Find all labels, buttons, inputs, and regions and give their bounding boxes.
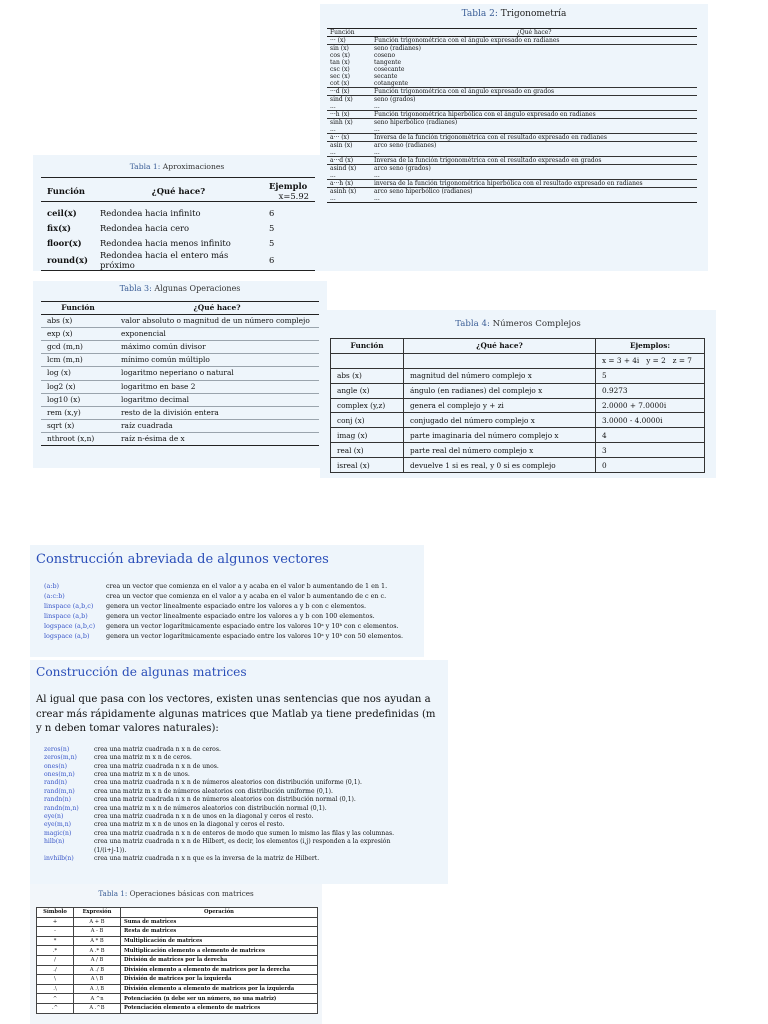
trig-row <box>327 80 697 88</box>
comp-row-function: abs (x) <box>331 368 404 383</box>
ops-row <box>41 367 319 380</box>
trig-row-function: a···d (x) <box>327 157 371 165</box>
comp-row <box>331 458 705 473</box>
matops-row-symbol: ./ <box>37 965 74 975</box>
trig-caption <box>320 9 708 19</box>
ops-row-function: gcd (m,n) <box>41 341 115 354</box>
trig-row-description: Función trigonométrica con el ángulo expresado en grados <box>371 88 697 96</box>
matops-head-expression: Expresión <box>74 908 121 918</box>
trig-caption-label: Tabla 2: <box>461 9 498 19</box>
vector-item <box>44 591 424 601</box>
aprox-head-example-sub: x=5.92 <box>278 191 309 201</box>
trig-row-description: ... <box>374 172 380 179</box>
matops-row-operation: Potenciación (n debe ser un número, no una matriz) <box>121 994 318 1004</box>
trig-table <box>327 28 697 203</box>
comp-table <box>330 338 705 473</box>
ops-row <box>41 432 319 445</box>
comp-row-example: 0.9273 <box>596 383 705 398</box>
comp-caption-title: Números Complejos <box>492 319 581 329</box>
matops-row-operation: Suma de matrices <box>121 917 318 927</box>
trig-row-description: cosecante <box>374 66 405 73</box>
trig-row <box>327 52 697 59</box>
matops-row-symbol: \ <box>37 975 74 985</box>
comp-row <box>331 383 705 398</box>
comp-head-examples: Ejemplos: <box>596 339 705 354</box>
matrix-item <box>44 763 448 771</box>
ops-caption-label: Tabla 3: <box>119 284 152 293</box>
aprox-row-function: fix(x) <box>47 222 72 233</box>
aprox-row-example: 6 <box>263 250 315 271</box>
trig-row <box>327 59 697 66</box>
trig-row-function: sind (x) <box>327 96 371 104</box>
trig-row <box>327 165 697 173</box>
aprox-row <box>41 235 315 250</box>
vector-item-description: crea un vector que comienza en el valor a y acaba en el valor b aumentando de 1 en 1. <box>106 582 388 590</box>
matops-row-operation: División elemento a elemento de matrices por la izquierda <box>121 984 318 994</box>
aprox-panel <box>33 155 321 271</box>
trig-row-description: seno (grados) <box>371 96 697 104</box>
matrix-item-command: ones(n) <box>44 762 68 770</box>
vector-item <box>44 611 424 621</box>
matops-row <box>37 955 318 965</box>
trig-row-function: a··· (x) <box>327 134 371 142</box>
aprox-caption-label: Tabla 1: <box>129 162 161 171</box>
matrix-item <box>44 746 448 754</box>
matrices-panel <box>30 660 448 884</box>
vectors-panel <box>30 545 424 657</box>
vector-item-command: logspace (a,b) <box>44 632 90 641</box>
comp-row-function: conj (x) <box>331 413 404 428</box>
trig-row-description: Inversa de la función trigonométrica con el resultado expresado en radianes <box>371 134 697 142</box>
matops-row-symbol: .\ <box>37 984 74 994</box>
comp-row-example: 2.0000 + 7.0000i <box>596 398 705 413</box>
aprox-row-description: Redondea hacia cero <box>99 222 190 233</box>
comp-row-example: 3 <box>596 443 705 458</box>
aprox-head-function: Función <box>41 178 94 202</box>
vector-item-description: genera un vector linealmente espaciado entre los valores a y b con 100 elementos. <box>106 612 375 621</box>
ops-row <box>41 419 319 432</box>
comp-head-example-sub: x = 3 + 4i y = 2 z = 7 <box>596 353 705 368</box>
trig-row-description: seno (radianes) <box>371 45 697 53</box>
trig-row-function: ··· (x) <box>327 37 371 45</box>
trig-row <box>327 126 697 134</box>
matops-row-operation: Resta de matrices <box>121 927 318 937</box>
aprox-head-example-label: Ejemplo <box>269 181 308 191</box>
matrix-item-command: rand(n) <box>44 779 68 787</box>
matrices-intro: Al igual que pasa con los vectores, existen unas sentencias que nos ayudan a crear más rápidamente algunas matrices que Matlab ya tiene predefinidas (m y n deben tomar valores naturales): <box>36 694 436 735</box>
trig-row-description: Inversa de la función trigonométrica con el resultado expresado en grados <box>371 157 697 165</box>
ops-row-description: máximo común divisor <box>115 341 319 354</box>
matrix-item-command: randn(n) <box>44 796 71 804</box>
matops-row <box>37 975 318 985</box>
matops-head-symbol: Símbolo <box>37 908 74 918</box>
ops-row-description: raíz cuadrada <box>115 419 319 432</box>
matrix-item-command: zeros(m,n) <box>44 754 77 762</box>
comp-row-description: conjugado del número complejo x <box>404 413 596 428</box>
matrix-item-description: crea una matriz m x n de unos. <box>94 771 190 778</box>
comp-head-what: ¿Qué hace? <box>404 339 596 354</box>
matrix-item <box>44 771 448 779</box>
vector-item-command: logspace (a,b,c) <box>44 622 96 631</box>
aprox-row-example: 5 <box>269 222 275 233</box>
vector-item-command: linspace (a,b) <box>44 612 88 621</box>
trig-row-function: ... <box>330 103 336 110</box>
trig-row-function: ... <box>330 172 336 179</box>
comp-row <box>331 413 705 428</box>
trig-row-function: asin (x) <box>327 142 371 150</box>
trig-row <box>327 88 697 96</box>
matops-row-expression: A + B <box>74 917 121 927</box>
vectors-list <box>44 581 424 642</box>
matrix-item-description: crea una matriz cuadrada n x n de unos en la diagonal y ceros el resto. <box>94 813 314 821</box>
trig-row-function: sec (x) <box>330 73 350 80</box>
trig-row-function: ... <box>330 149 336 156</box>
matops-panel <box>30 884 322 1024</box>
comp-row-function: imag (x) <box>331 428 404 443</box>
trig-row <box>327 195 697 203</box>
matrix-item <box>44 838 448 846</box>
matops-row-operation: Potenciación elemento a elemento de matrices <box>121 1003 318 1013</box>
matops-caption-title: Operaciones básicas con matrices <box>129 889 254 898</box>
matrix-item <box>44 847 448 855</box>
trig-row <box>327 66 697 73</box>
ops-head-what: ¿Qué hace? <box>115 302 319 315</box>
matops-row-operation: Multiplicación de matrices <box>121 936 318 946</box>
vector-item-description: crea un vector que comienza en el valor a y acaba en el valor b aumentando de c en c. <box>106 592 387 601</box>
matops-row-operation: Multiplicación elemento a elemento de matrices <box>121 946 318 956</box>
matops-row-operation: División de matrices por la derecha <box>121 955 318 965</box>
matops-row-symbol: .* <box>37 946 74 956</box>
matrix-item-command: eye(m,n) <box>44 821 72 829</box>
matrix-item-command: zeros(n) <box>44 745 70 753</box>
comp-row <box>331 398 705 413</box>
trig-row-description: secante <box>374 73 398 80</box>
trig-row-function: ···d (x) <box>327 88 371 96</box>
vector-item-description: genera un vector logarítmicamente espaciado entre los valores 10ᵃ y 10ᵇ con 50 elementos. <box>106 632 404 641</box>
matrix-item-command: randn(m,n) <box>44 804 79 812</box>
trig-row-description: ... <box>374 103 380 110</box>
trig-row-description: ... <box>374 149 380 156</box>
trig-row-description: arco seno hiperbólico (radianes) <box>371 188 697 196</box>
matrix-item-description: crea una matriz cuadrada n x n de ceros. <box>94 745 221 753</box>
matops-row <box>37 946 318 956</box>
trig-row-description: Función trigonométrica hiperbólica con el ángulo expresado en radianes <box>371 111 697 119</box>
matops-row-expression: A .^B <box>74 1003 121 1013</box>
matrix-item <box>44 754 448 762</box>
ops-row-function: sqrt (x) <box>41 419 115 432</box>
vector-item-command: (a:c:b) <box>44 592 65 601</box>
matops-row-expression: A ^n <box>74 994 121 1004</box>
aprox-row-description: Redondea hacia menos infinito <box>99 237 231 248</box>
vector-item-description: genera un vector logarítmicamente espaciado entre los valores 10ᵃ y 10ᵇ con c elementos. <box>106 622 399 631</box>
trig-row-description: ... <box>371 195 697 203</box>
ops-row-function: log2 (x) <box>41 380 115 393</box>
ops-row-description: logaritmo en base 2 <box>115 380 319 393</box>
comp-row-description: parte imaginaria del número complejo x <box>404 428 596 443</box>
matrices-title: Construcción de algunas matrices <box>36 665 247 679</box>
vector-item <box>44 581 424 591</box>
trig-row-description: ... <box>374 126 380 133</box>
ops-row-function: abs (x) <box>41 315 115 328</box>
vector-item-command: (a:b) <box>44 582 60 590</box>
comp-row-function: complex (y,z) <box>331 398 404 413</box>
ops-row <box>41 380 319 393</box>
aprox-row <box>41 220 315 235</box>
comp-row <box>331 368 705 383</box>
trig-caption-title: Trigonometría <box>500 9 567 19</box>
vector-item <box>44 621 424 631</box>
trig-row-description: seno hiperbólico (radianes) <box>371 119 697 127</box>
matops-row <box>37 927 318 937</box>
trig-row-description: inversa de la función trigonométrica hiperbólica con el resultado expresado en radianes <box>371 180 697 188</box>
trig-row-function: cos (x) <box>330 52 351 59</box>
trig-row <box>327 180 697 188</box>
vector-item <box>44 631 424 641</box>
matrix-item-description: crea una matriz cuadrada n x n que es la inversa de la matriz de Hilbert. <box>94 855 320 863</box>
matops-row <box>37 994 318 1004</box>
ops-row <box>41 354 319 367</box>
comp-caption-label: Tabla 4: <box>455 319 490 329</box>
comp-row-function: isreal (x) <box>331 458 404 473</box>
comp-head-function: Función <box>331 339 404 354</box>
trig-row <box>327 172 697 180</box>
matops-head-operation: Operación <box>121 908 318 918</box>
matops-row-expression: A .\ B <box>74 984 121 994</box>
matops-row-expression: A * B <box>74 936 121 946</box>
comp-row-description: ángulo (en radianes) del complejo x <box>404 383 596 398</box>
comp-row-description: genera el complejo y + zi <box>404 398 596 413</box>
trig-head-function: Función <box>327 29 371 37</box>
trig-row <box>327 188 697 196</box>
matrix-item <box>44 813 448 821</box>
comp-row-example: 5 <box>596 368 705 383</box>
trig-panel <box>320 4 708 271</box>
matrix-item <box>44 830 448 838</box>
trig-row <box>327 111 697 119</box>
aprox-caption <box>33 162 321 171</box>
trig-row <box>327 45 697 53</box>
trig-row-description: Función trigonométrica con el ángulo expresado en radianes <box>371 37 697 45</box>
ops-row-function: rem (x,y) <box>41 406 115 419</box>
trig-row-function: ···h (x) <box>327 111 371 119</box>
ops-row-description: mínimo común múltiplo <box>115 354 319 367</box>
trig-head-what: ¿Qué hace? <box>371 29 697 37</box>
comp-row-example: 3.0000 - 4.0000i <box>596 413 705 428</box>
matops-row-symbol: - <box>37 927 74 937</box>
ops-row <box>41 315 319 328</box>
matrix-item-description: crea una matriz cuadrada n x n de Hilbert, es decir, los elementos (i,j) responden a la expresión <box>94 838 391 846</box>
matrix-item-description: crea una matriz m x n de números aleatorios con distribución normal (0,1). <box>94 804 327 812</box>
matrix-item <box>44 805 448 813</box>
trig-row-function: sin (x) <box>327 45 371 53</box>
ops-row-description: exponencial <box>115 328 319 341</box>
matrices-list <box>44 746 448 864</box>
trig-row <box>327 103 697 111</box>
trig-row <box>327 142 697 150</box>
comp-row-description: magnitud del número complejo x <box>404 368 596 383</box>
matrix-item-command: hilb(n) <box>44 838 65 846</box>
matrix-item <box>44 788 448 796</box>
comp-row-example: 4 <box>596 428 705 443</box>
comp-panel <box>320 310 716 478</box>
vector-item <box>44 601 424 611</box>
ops-row-description: raíz n-ésima de x <box>115 432 319 445</box>
trig-row-function: tan (x) <box>330 59 350 66</box>
trig-row <box>327 119 697 127</box>
matops-row <box>37 936 318 946</box>
matops-caption <box>30 889 322 898</box>
comp-row-description: parte real del número complejo x <box>404 443 596 458</box>
matops-row-expression: A / B <box>74 955 121 965</box>
trig-row-function: asinh (x) <box>327 188 371 196</box>
trig-row-function: a···h (x) <box>327 180 371 188</box>
ops-row-description: valor absoluto o magnitud de un número complejo <box>115 315 319 328</box>
ops-row-function: nthroot (x,n) <box>41 432 115 445</box>
matrix-item-command: invhilb(n) <box>44 855 74 863</box>
comp-row-function: angle (x) <box>331 383 404 398</box>
trig-row-description: cotangente <box>374 80 409 87</box>
aprox-caption-title: Aproximaciones <box>162 162 225 171</box>
matrix-item <box>44 821 448 829</box>
matrix-item <box>44 796 448 804</box>
ops-caption-title: Algunas Operaciones <box>154 284 241 293</box>
matops-row-symbol: .^ <box>37 1003 74 1013</box>
vector-item-description: genera un vector linealmente espaciado entre los valores a y b con c elementos. <box>106 602 367 611</box>
trig-row <box>327 37 697 45</box>
trig-row <box>327 149 697 157</box>
ops-row-description: resto de la división entera <box>115 406 319 419</box>
matrix-item-command: rand(m,n) <box>44 787 75 795</box>
ops-row-function: log10 (x) <box>41 393 115 406</box>
aprox-row-description: Redondea hacia el entero más próximo <box>94 250 263 271</box>
aprox-head-what: ¿Qué hace? <box>94 178 263 202</box>
matrix-item-description: crea una matriz m x n de unos en la diagonal y ceros el resto. <box>94 821 285 829</box>
ops-row-function: log (x) <box>41 367 115 380</box>
comp-row-function: real (x) <box>331 443 404 458</box>
matops-row-expression: A ./ B <box>74 965 121 975</box>
aprox-row-description: Redondea hacia infinito <box>94 202 263 221</box>
matops-table <box>36 907 318 1014</box>
matops-row <box>37 1003 318 1013</box>
matops-row <box>37 917 318 927</box>
ops-table <box>41 301 319 446</box>
comp-sub-empty-2 <box>404 353 596 368</box>
matops-row-expression: A - B <box>74 927 121 937</box>
aprox-row-function: floor(x) <box>47 237 82 248</box>
matops-row-expression: A .* B <box>74 946 121 956</box>
ops-row <box>41 341 319 354</box>
comp-row <box>331 443 705 458</box>
aprox-row-function: ceil(x) <box>41 202 94 221</box>
matrix-item <box>44 779 448 787</box>
matrix-item-description: crea una matriz m x n de ceros. <box>94 754 192 762</box>
matops-row-symbol: / <box>37 955 74 965</box>
ops-row <box>41 328 319 341</box>
matops-row-operation: División elemento a elemento de matrices por la derecha <box>121 965 318 975</box>
trig-row-description: arco seno (grados) <box>371 165 697 173</box>
trig-row-description: arco seno (radianes) <box>371 142 697 150</box>
trig-row-function: asind (x) <box>327 165 371 173</box>
matrix-item-command: ones(m,n) <box>44 771 75 778</box>
trig-row-function: csc (x) <box>330 66 350 73</box>
matrix-item-description: crea una matriz cuadrada n x n de números aleatorios con distribución normal (0,1). <box>94 796 356 804</box>
aprox-row <box>41 250 315 271</box>
trig-row <box>327 157 697 165</box>
trig-row <box>327 96 697 104</box>
matrix-item-description: crea una matriz cuadrada n x n de números aleatorios con distribución uniforme (0,1). <box>94 779 362 787</box>
matrix-item-description: crea una matriz m x n de números aleatorios con distribución uniforme (0,1). <box>94 787 333 795</box>
matops-row-expression: A \ B <box>74 975 121 985</box>
comp-row-description: devuelve 1 si es real, y 0 si es complejo <box>404 458 596 473</box>
comp-row-example: 0 <box>596 458 705 473</box>
matrix-item-description: (1/(i+j-1)). <box>94 846 127 854</box>
trig-row <box>327 73 697 80</box>
trig-row-function: cot (x) <box>330 80 350 87</box>
vectors-title: Construcción abreviada de algunos vectores <box>36 552 329 567</box>
ops-head-function: Función <box>41 302 115 315</box>
ops-row <box>41 406 319 419</box>
comp-caption <box>320 319 716 329</box>
matops-row-operation: División de matrices por la izquierda <box>121 975 318 985</box>
aprox-row <box>41 202 315 221</box>
aprox-row-function: round(x) <box>41 250 94 271</box>
trig-row-description: tangente <box>374 59 402 66</box>
matops-row-symbol: * <box>37 936 74 946</box>
aprox-head-example <box>263 178 315 202</box>
ops-panel <box>33 281 327 468</box>
comp-row <box>331 428 705 443</box>
trig-row <box>327 134 697 142</box>
ops-row-description: logaritmo neperiano o natural <box>115 367 319 380</box>
ops-row-function: lcm (m,n) <box>41 354 115 367</box>
ops-row-description: logaritmo decimal <box>115 393 319 406</box>
matrix-item <box>44 855 448 863</box>
ops-caption <box>33 284 327 293</box>
trig-row-function: ... <box>327 195 371 203</box>
matrix-item-command: magic(n) <box>44 829 72 837</box>
matops-row-symbol: ^ <box>37 994 74 1004</box>
aprox-row-example: 5 <box>269 237 275 248</box>
aprox-row-example: 6 <box>263 202 315 221</box>
matops-row <box>37 984 318 994</box>
matops-caption-label: Tabla 1: <box>98 889 128 898</box>
matrix-item-description: crea una matriz cuadrada n x n de unos. <box>94 762 219 770</box>
trig-row-function: sinh (x) <box>327 119 371 127</box>
matops-row-symbol: + <box>37 917 74 927</box>
matrix-item-description: crea una matriz cuadrada n x n de enteros de modo que sumen lo mismo las filas y las columnas. <box>94 829 395 837</box>
aprox-table <box>41 177 315 271</box>
matops-row <box>37 965 318 975</box>
matrix-item-command: eye(n) <box>44 813 64 821</box>
trig-row-function: ... <box>330 126 336 133</box>
comp-sub-empty-1 <box>331 353 404 368</box>
ops-row-function: exp (x) <box>41 328 115 341</box>
vector-item-command: linspace (a,b,c) <box>44 602 94 611</box>
trig-row-description: coseno <box>374 52 396 59</box>
ops-row <box>41 393 319 406</box>
